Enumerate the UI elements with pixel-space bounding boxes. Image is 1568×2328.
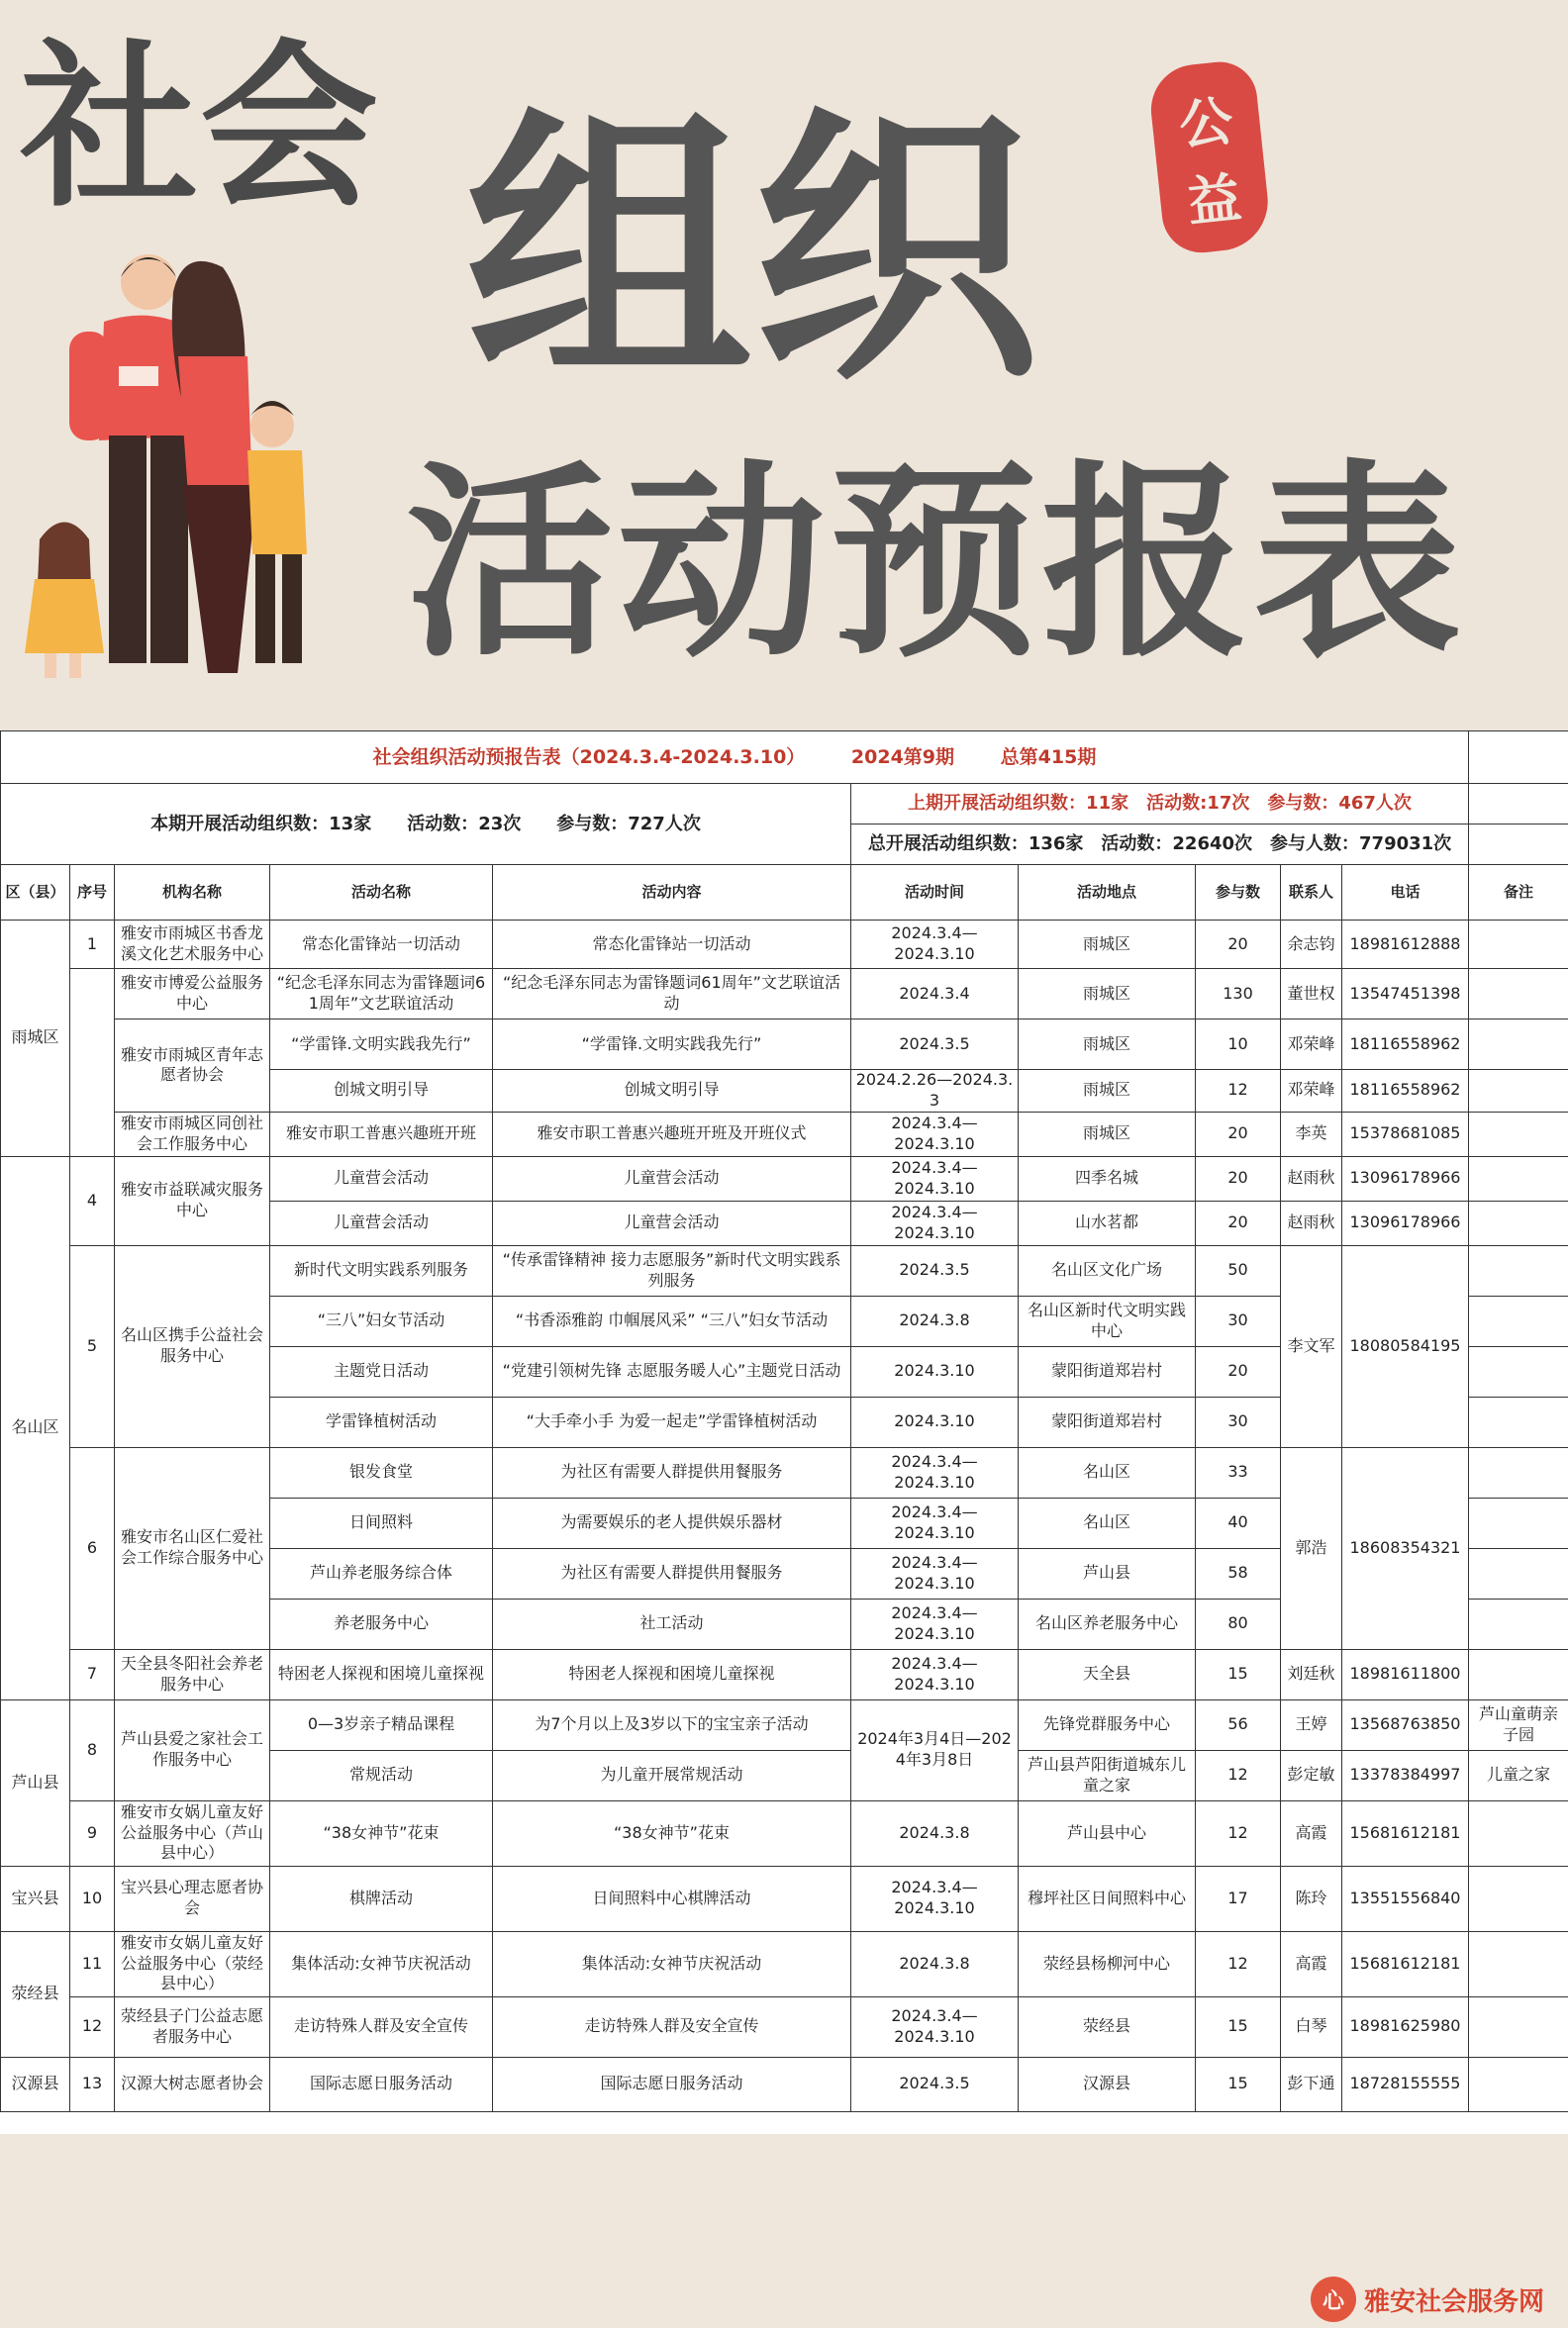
org-name-cell: 雅安市雨城区同创社会工作服务中心 xyxy=(115,1112,270,1156)
activity-place-cell: 穆坪社区日间照料中心 xyxy=(1019,1866,1196,1931)
activity-content-cell: “书香添雅韵 巾帼展风采” “三八”妇女节活动 xyxy=(493,1296,851,1346)
org-name-cell: 雅安市名山区仁爱社会工作综合服务中心 xyxy=(115,1447,270,1649)
activity-time-cell: 2024.3.8 xyxy=(851,1931,1019,1996)
contact-cell: 郭浩 xyxy=(1281,1447,1342,1649)
table-title-cell xyxy=(1,731,1469,784)
contact-cell: 邓荣峰 xyxy=(1281,1019,1342,1070)
note-cell xyxy=(1469,1548,1568,1599)
contact-cell: 高霞 xyxy=(1281,1800,1342,1866)
participant-count-cell: 40 xyxy=(1196,1498,1281,1548)
activity-content-cell: 日间照料中心棋牌活动 xyxy=(493,1866,851,1931)
activity-name-cell: “学雷锋.文明实践我先行” xyxy=(270,1019,493,1070)
col-header: 区（县） xyxy=(1,865,70,921)
participant-count-cell: 56 xyxy=(1196,1699,1281,1750)
note-cell xyxy=(1469,1201,1568,1245)
activity-place-cell: 名山区 xyxy=(1019,1447,1196,1498)
note-cell xyxy=(1469,1245,1568,1296)
contact-cell: 王婷 xyxy=(1281,1699,1342,1750)
note-cell xyxy=(1469,1866,1568,1931)
district-cell: 芦山县 xyxy=(1,1699,70,1866)
col-header: 备注 xyxy=(1469,865,1568,921)
org-name-cell: 雅安市女娲儿童友好公益服务中心（荥经县中心） xyxy=(115,1931,270,1996)
phone-cell: 15681612181 xyxy=(1342,1931,1469,1996)
activity-place-cell: 山水茗都 xyxy=(1019,1201,1196,1245)
participant-count-cell: 50 xyxy=(1196,1245,1281,1296)
phone-cell: 13568763850 xyxy=(1342,1699,1469,1750)
phone-cell: 15681612181 xyxy=(1342,1800,1469,1866)
column-header-row xyxy=(1,865,1568,921)
activity-time-cell: 2024.3.8 xyxy=(851,1296,1019,1346)
activity-name-cell: 特困老人探视和困境儿童探视 xyxy=(270,1649,493,1699)
activity-content-cell: 为7个月以上及3岁以下的宝宝亲子活动 xyxy=(493,1699,851,1750)
participant-count-cell: 12 xyxy=(1196,1070,1281,1113)
title-line-3: 活动预报表 xyxy=(406,442,1466,685)
note-cell xyxy=(1469,1397,1568,1447)
activity-content-cell: 国际志愿日服务活动 xyxy=(493,2057,851,2111)
serial-cell: 8 xyxy=(70,1699,115,1800)
contact-cell: 彭定敏 xyxy=(1281,1750,1342,1800)
activity-time-cell: 2024.3.4— 2024.3.10 xyxy=(851,1649,1019,1699)
table-body xyxy=(1,921,1568,2112)
report-table-container xyxy=(0,730,1568,2134)
overall-summary: 总开展活动组织数：136家 活动数：22640次 参与人数：779031次 xyxy=(851,824,1469,865)
activity-content-cell: 为社区有需要人群提供用餐服务 xyxy=(493,1548,851,1599)
org-name-cell: 天全县冬阳社会养老服务中心 xyxy=(115,1649,270,1699)
participant-count-cell: 20 xyxy=(1196,1156,1281,1201)
district-cell: 汉源县 xyxy=(1,2057,70,2111)
contact-cell: 李英 xyxy=(1281,1112,1342,1156)
activity-place-cell: 芦山县 xyxy=(1019,1548,1196,1599)
district-cell: 雨城区 xyxy=(1,921,70,1157)
participant-count-cell: 80 xyxy=(1196,1599,1281,1649)
activity-content-cell: 社工活动 xyxy=(493,1599,851,1649)
district-cell: 名山区 xyxy=(1,1156,70,1699)
col-header: 机构名称 xyxy=(115,865,270,921)
activity-name-cell: 创城文明引导 xyxy=(270,1070,493,1113)
activity-content-cell: “党建引领树先锋 志愿服务暖人心”主题党日活动 xyxy=(493,1346,851,1397)
org-name-cell: 雅安市博爱公益服务中心 xyxy=(115,969,270,1019)
note-cell xyxy=(1469,1996,1568,2057)
contact-cell: 李文军 xyxy=(1281,1245,1342,1447)
family-illustration xyxy=(10,238,327,683)
org-name-cell: 芦山县爱之家社会工作服务中心 xyxy=(115,1699,270,1800)
report-title: 社会组织活动预报告表（2024.3.4-2024.3.10） xyxy=(372,745,806,768)
table-row xyxy=(1,1699,1568,1750)
activity-name-cell: “纪念毛泽东同志为雷锋题词61周年”文艺联谊活动 xyxy=(270,969,493,1019)
serial-cell: 12 xyxy=(70,1996,115,2057)
serial-cell xyxy=(70,969,115,1157)
participant-count-cell: 33 xyxy=(1196,1447,1281,1498)
phone-cell: 15378681085 xyxy=(1342,1112,1469,1156)
title-line-1: 社会 xyxy=(20,25,381,232)
activity-time-cell: 2024.3.4— 2024.3.10 xyxy=(851,1201,1019,1245)
activity-place-cell: 先锋党群服务中心 xyxy=(1019,1699,1196,1750)
activity-time-cell: 2024.3.4— 2024.3.10 xyxy=(851,1447,1019,1498)
contact-cell: 余志钧 xyxy=(1281,921,1342,969)
activity-content-cell: 为儿童开展常规活动 xyxy=(493,1750,851,1800)
seal-char-1: 公 xyxy=(1176,89,1236,157)
activity-place-cell: 雨城区 xyxy=(1019,1019,1196,1070)
site-logo xyxy=(1311,2277,1544,2322)
page-footer xyxy=(0,2134,1568,2328)
phone-cell: 18080584195 xyxy=(1342,1245,1469,1447)
note-cell: 芦山童萌亲子园 xyxy=(1469,1699,1568,1750)
phone-cell: 13096178966 xyxy=(1342,1201,1469,1245)
activity-place-cell: 荥经县 xyxy=(1019,1996,1196,2057)
serial-cell: 13 xyxy=(70,2057,115,2111)
activity-place-cell: 名山区 xyxy=(1019,1498,1196,1548)
activity-content-cell: 走访特殊人群及安全宣传 xyxy=(493,1996,851,2057)
activity-name-cell: 芦山养老服务综合体 xyxy=(270,1548,493,1599)
empty-cell xyxy=(1469,824,1568,865)
org-name-cell: 雅安市女娲儿童友好公益服务中心（芦山县中心） xyxy=(115,1800,270,1866)
participant-count-cell: 30 xyxy=(1196,1397,1281,1447)
contact-cell: 高霞 xyxy=(1281,1931,1342,1996)
participant-count-cell: 12 xyxy=(1196,1800,1281,1866)
table-row xyxy=(1,1866,1568,1931)
activity-name-cell: 养老服务中心 xyxy=(270,1599,493,1649)
note-cell xyxy=(1469,1498,1568,1548)
activity-place-cell: 蒙阳街道郑岩村 xyxy=(1019,1346,1196,1397)
serial-cell: 11 xyxy=(70,1931,115,1996)
activity-content-cell: 常态化雷锋站一切活动 xyxy=(493,921,851,969)
note-cell xyxy=(1469,1019,1568,1070)
note-cell xyxy=(1469,1447,1568,1498)
org-name-cell: 名山区携手公益社会服务中心 xyxy=(115,1245,270,1447)
org-name-cell: 雅安市益联减灾服务中心 xyxy=(115,1156,270,1245)
table-row xyxy=(1,2057,1568,2111)
col-header: 活动地点 xyxy=(1019,865,1196,921)
activity-content-cell: 为社区有需要人群提供用餐服务 xyxy=(493,1447,851,1498)
note-cell xyxy=(1469,1599,1568,1649)
title-line-2: 组织 xyxy=(465,85,1039,419)
col-header: 活动内容 xyxy=(493,865,851,921)
serial-cell: 7 xyxy=(70,1649,115,1699)
activity-place-cell: 雨城区 xyxy=(1019,1112,1196,1156)
public-welfare-seal xyxy=(1146,58,1272,256)
phone-cell: 13547451398 xyxy=(1342,969,1469,1019)
activity-name-cell: 儿童营会活动 xyxy=(270,1201,493,1245)
activity-name-cell: 走访特殊人群及安全宣传 xyxy=(270,1996,493,2057)
contact-cell: 陈玲 xyxy=(1281,1866,1342,1931)
activity-time-cell: 2024.3.4 xyxy=(851,969,1019,1019)
activity-report-table xyxy=(0,730,1568,2112)
activity-time-cell: 2024.3.10 xyxy=(851,1346,1019,1397)
activity-place-cell: 芦山县芦阳街道城东儿童之家 xyxy=(1019,1750,1196,1800)
activity-time-cell: 2024.2.26—2024.3.3 xyxy=(851,1070,1019,1113)
participant-count-cell: 20 xyxy=(1196,1346,1281,1397)
activity-content-cell: “38女神节”花束 xyxy=(493,1800,851,1866)
table-row xyxy=(1,1245,1568,1296)
activity-content-cell: 儿童营会活动 xyxy=(493,1156,851,1201)
note-cell xyxy=(1469,969,1568,1019)
activity-name-cell: 日间照料 xyxy=(270,1498,493,1548)
note-cell xyxy=(1469,1296,1568,1346)
seal-char-2: 益 xyxy=(1184,166,1244,235)
note-cell xyxy=(1469,2057,1568,2111)
activity-time-cell: 2024.3.4— 2024.3.10 xyxy=(851,1112,1019,1156)
table-row xyxy=(1,1996,1568,2057)
activity-name-cell: 雅安市职工普惠兴趣班开班 xyxy=(270,1112,493,1156)
activity-content-cell: 创城文明引导 xyxy=(493,1070,851,1113)
activity-name-cell: 新时代文明实践系列服务 xyxy=(270,1245,493,1296)
activity-content-cell: 集体活动:女神节庆祝活动 xyxy=(493,1931,851,1996)
col-header: 电话 xyxy=(1342,865,1469,921)
table-row xyxy=(1,1112,1568,1156)
phone-cell: 18116558962 xyxy=(1342,1070,1469,1113)
org-name-cell: 雅安市雨城区青年志愿者协会 xyxy=(115,1019,270,1113)
note-cell xyxy=(1469,1800,1568,1866)
contact-cell: 赵雨秋 xyxy=(1281,1156,1342,1201)
contact-cell: 赵雨秋 xyxy=(1281,1201,1342,1245)
activity-time-cell: 2024.3.4— 2024.3.10 xyxy=(851,1548,1019,1599)
activity-place-cell: 雨城区 xyxy=(1019,921,1196,969)
serial-cell: 10 xyxy=(70,1866,115,1931)
activity-place-cell: 天全县 xyxy=(1019,1649,1196,1699)
activity-name-cell: 银发食堂 xyxy=(270,1447,493,1498)
activity-content-cell: “学雷锋.文明实践我先行” xyxy=(493,1019,851,1070)
report-issue: 2024第9期 xyxy=(850,745,955,768)
col-header: 参与数 xyxy=(1196,865,1281,921)
activity-time-cell: 2024.3.8 xyxy=(851,1800,1019,1866)
phone-cell: 18608354321 xyxy=(1342,1447,1469,1649)
participant-count-cell: 20 xyxy=(1196,921,1281,969)
activity-time-cell: 2024.3.4— 2024.3.10 xyxy=(851,1156,1019,1201)
note-cell xyxy=(1469,1070,1568,1113)
activity-name-cell: 主题党日活动 xyxy=(270,1346,493,1397)
activity-time-cell: 2024.3.10 xyxy=(851,1397,1019,1447)
activity-place-cell: 蒙阳街道郑岩村 xyxy=(1019,1397,1196,1447)
activity-name-cell: 集体活动:女神节庆祝活动 xyxy=(270,1931,493,1996)
table-row xyxy=(1,1649,1568,1699)
activity-time-cell: 2024.3.4— 2024.3.10 xyxy=(851,1996,1019,2057)
participant-count-cell: 15 xyxy=(1196,1996,1281,2057)
activity-place-cell: 雨城区 xyxy=(1019,1070,1196,1113)
participant-count-cell: 17 xyxy=(1196,1866,1281,1931)
org-name-cell: 雅安市雨城区书香龙溪文化艺术服务中心 xyxy=(115,921,270,969)
participant-count-cell: 30 xyxy=(1196,1296,1281,1346)
activity-place-cell: 名山区养老服务中心 xyxy=(1019,1599,1196,1649)
contact-cell: 彭下通 xyxy=(1281,2057,1342,2111)
table-row xyxy=(1,921,1568,969)
site-name: 雅安社会服务网 xyxy=(1363,2286,1544,2317)
activity-name-cell: 儿童营会活动 xyxy=(270,1156,493,1201)
activity-content-cell: “传承雷锋精神 接力志愿服务”新时代文明实践系列服务 xyxy=(493,1245,851,1296)
table-row xyxy=(1,1156,1568,1201)
participant-count-cell: 15 xyxy=(1196,1649,1281,1699)
table-title-row xyxy=(1,731,1568,784)
activity-name-cell: 棋牌活动 xyxy=(270,1866,493,1931)
participant-count-cell: 10 xyxy=(1196,1019,1281,1070)
activity-time-cell: 2024.3.4— 2024.3.10 xyxy=(851,1599,1019,1649)
activity-place-cell: 荥经县杨柳河中心 xyxy=(1019,1931,1196,1996)
activity-name-cell: “38女神节”花束 xyxy=(270,1800,493,1866)
activity-place-cell: 名山区新时代文明实践中心 xyxy=(1019,1296,1196,1346)
note-cell xyxy=(1469,1649,1568,1699)
district-cell: 荥经县 xyxy=(1,1931,70,2057)
activity-place-cell: 芦山县中心 xyxy=(1019,1800,1196,1866)
previous-summary: 上期开展活动组织数：11家 活动数:17次 参与数：467人次 xyxy=(851,784,1469,824)
activity-name-cell: 国际志愿日服务活动 xyxy=(270,2057,493,2111)
activity-time-cell: 2024.3.5 xyxy=(851,1019,1019,1070)
participant-count-cell: 130 xyxy=(1196,969,1281,1019)
contact-cell: 白琴 xyxy=(1281,1996,1342,2057)
activity-name-cell: “三八”妇女节活动 xyxy=(270,1296,493,1346)
participant-count-cell: 20 xyxy=(1196,1112,1281,1156)
org-name-cell: 汉源大树志愿者协会 xyxy=(115,2057,270,2111)
participant-count-cell: 12 xyxy=(1196,1750,1281,1800)
phone-cell: 13096178966 xyxy=(1342,1156,1469,1201)
table-row xyxy=(1,1931,1568,1996)
phone-cell: 18981611800 xyxy=(1342,1649,1469,1699)
participant-count-cell: 20 xyxy=(1196,1201,1281,1245)
empty-cell xyxy=(1469,784,1568,824)
contact-cell: 董世权 xyxy=(1281,969,1342,1019)
activity-content-cell: 特困老人探视和困境儿童探视 xyxy=(493,1649,851,1699)
table-row xyxy=(1,1800,1568,1866)
note-cell xyxy=(1469,1346,1568,1397)
phone-cell: 18728155555 xyxy=(1342,2057,1469,2111)
activity-time-cell: 2024.3.5 xyxy=(851,1245,1019,1296)
activity-name-cell: 常规活动 xyxy=(270,1750,493,1800)
note-cell xyxy=(1469,1156,1568,1201)
participant-count-cell: 15 xyxy=(1196,2057,1281,2111)
activity-time-cell: 2024.3.4— 2024.3.10 xyxy=(851,921,1019,969)
heart-logo-icon: 心 xyxy=(1311,2277,1356,2322)
contact-cell: 刘廷秋 xyxy=(1281,1649,1342,1699)
report-total-issue: 总第415期 xyxy=(1000,745,1097,768)
col-header: 活动名称 xyxy=(270,865,493,921)
note-cell: 儿童之家 xyxy=(1469,1750,1568,1800)
activity-name-cell: 0—3岁亲子精品课程 xyxy=(270,1699,493,1750)
activity-place-cell: 雨城区 xyxy=(1019,969,1196,1019)
phone-cell: 18981612888 xyxy=(1342,921,1469,969)
activity-content-cell: 为需要娱乐的老人提供娱乐器材 xyxy=(493,1498,851,1548)
contact-cell: 邓荣峰 xyxy=(1281,1070,1342,1113)
activity-place-cell: 汉源县 xyxy=(1019,2057,1196,2111)
activity-content-cell: “大手牵小手 为爱一起走”学雷锋植树活动 xyxy=(493,1397,851,1447)
note-cell xyxy=(1469,1931,1568,1996)
note-cell xyxy=(1469,921,1568,969)
poster-header xyxy=(0,0,1568,730)
note-cell xyxy=(1469,1112,1568,1156)
current-summary: 本期开展活动组织数：13家 活动数：23次 参与数：727人次 xyxy=(1,784,851,865)
phone-cell: 18981625980 xyxy=(1342,1996,1469,2057)
col-header: 活动时间 xyxy=(851,865,1019,921)
col-header: 联系人 xyxy=(1281,865,1342,921)
activity-place-cell: 名山区文化广场 xyxy=(1019,1245,1196,1296)
activity-place-cell: 四季名城 xyxy=(1019,1156,1196,1201)
activity-time-cell: 2024.3.5 xyxy=(851,2057,1019,2111)
activity-time-cell: 2024.3.4— 2024.3.10 xyxy=(851,1498,1019,1548)
summary-row-1 xyxy=(1,784,1568,824)
serial-cell: 1 xyxy=(70,921,115,969)
org-name-cell: 荥经县子门公益志愿者服务中心 xyxy=(115,1996,270,2057)
activity-name-cell: 常态化雷锋站一切活动 xyxy=(270,921,493,969)
activity-time-cell: 2024.3.4— 2024.3.10 xyxy=(851,1866,1019,1931)
activity-time-cell: 2024年3月4日—2024年3月8日 xyxy=(851,1699,1019,1800)
table-row xyxy=(1,1019,1568,1070)
org-name-cell: 宝兴县心理志愿者协会 xyxy=(115,1866,270,1931)
serial-cell: 5 xyxy=(70,1245,115,1447)
col-header: 序号 xyxy=(70,865,115,921)
activity-name-cell: 学雷锋植树活动 xyxy=(270,1397,493,1447)
activity-content-cell: 儿童营会活动 xyxy=(493,1201,851,1245)
participant-count-cell: 58 xyxy=(1196,1548,1281,1599)
table-row xyxy=(1,1447,1568,1498)
table-row xyxy=(1,969,1568,1019)
participant-count-cell: 12 xyxy=(1196,1931,1281,1996)
activity-content-cell: 雅安市职工普惠兴趣班开班及开班仪式 xyxy=(493,1112,851,1156)
phone-cell: 18116558962 xyxy=(1342,1019,1469,1070)
phone-cell: 13551556840 xyxy=(1342,1866,1469,1931)
activity-content-cell: “纪念毛泽东同志为雷锋题词61周年”文艺联谊活动 xyxy=(493,969,851,1019)
district-cell: 宝兴县 xyxy=(1,1866,70,1931)
serial-cell: 6 xyxy=(70,1447,115,1649)
phone-cell: 13378384997 xyxy=(1342,1750,1469,1800)
serial-cell: 4 xyxy=(70,1156,115,1245)
serial-cell: 9 xyxy=(70,1800,115,1866)
empty-cell xyxy=(1469,731,1568,784)
